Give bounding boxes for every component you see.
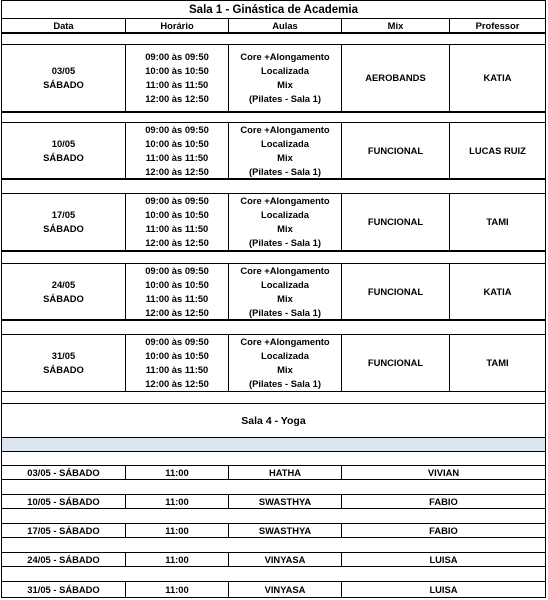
date-text: 03/05 (51, 65, 76, 76)
header-horario: Horário (125, 19, 228, 32)
sala1-spacer-row (1, 33, 546, 44)
yoga-style-cell: SWASTHYA (228, 524, 341, 537)
sala4-table-row (1, 494, 546, 508)
class-name: (Pilates - Sala 1) (249, 165, 321, 177)
mix-cell: AEROBANDS (341, 45, 449, 111)
class-name: Mix (277, 223, 293, 234)
sala4-table-row (1, 523, 546, 537)
time-slot: 09:00 às 09:50 (145, 51, 209, 62)
class-name: Localizada (261, 137, 309, 149)
yoga-style-cell: HATHA (228, 466, 341, 479)
day-text: SÁBADO (43, 151, 84, 163)
sala4-title-row (1, 403, 546, 437)
date-cell (2, 45, 125, 111)
time-slot: 10:00 às 10:50 (145, 350, 209, 361)
class-name: Core +Alongamento (240, 336, 330, 347)
class-name: Localizada (261, 278, 309, 290)
time-slot: 11:00 às 11:50 (145, 151, 209, 163)
yoga-date-cell: 24/05 - SÁBADO (27, 553, 100, 565)
aulas-cell (228, 335, 341, 391)
yoga-time-cell: 11:00 (125, 495, 228, 508)
mix-cell: FUNCIONAL (341, 264, 449, 319)
time-slot: 12:00 às 12:50 (145, 93, 209, 104)
mix-cell: FUNCIONAL (341, 335, 449, 391)
sala4-spacer-row (1, 508, 546, 523)
aulas-cell (228, 264, 341, 319)
time-slot: 12:00 às 12:50 (145, 306, 209, 318)
time-slot: 10:00 às 10:50 (145, 209, 209, 220)
yoga-date-cell: 10/05 - SÁBADO (27, 495, 100, 507)
horario-cell (125, 335, 228, 391)
time-slot: 09:00 às 09:50 (145, 123, 209, 135)
sala1-header-row (1, 18, 546, 33)
time-slot: 11:00 às 11:50 (145, 223, 209, 234)
class-name: (Pilates - Sala 1) (249, 237, 321, 248)
time-slot: 09:00 às 09:50 (145, 336, 209, 347)
class-name: Mix (277, 364, 293, 375)
sala1-spacer-row (1, 251, 546, 263)
date-cell (2, 335, 125, 391)
sala4-spacer-row (1, 537, 546, 552)
mix-cell: FUNCIONAL (341, 123, 449, 178)
sala4-spacer-row (1, 451, 546, 465)
yoga-style-cell: VINYASA (228, 582, 341, 597)
class-name: Core +Alongamento (240, 123, 330, 135)
date-text: 10/05 (51, 137, 76, 149)
sala4-table-row (1, 552, 546, 566)
sala4-table-row (1, 465, 546, 479)
class-name: (Pilates - Sala 1) (249, 306, 321, 318)
class-name: (Pilates - Sala 1) (249, 93, 321, 104)
class-name: Localizada (261, 350, 309, 361)
professor-cell: KATIA (449, 264, 545, 319)
class-name: Localizada (261, 209, 309, 220)
date-cell (2, 194, 125, 250)
day-text: SÁBADO (43, 292, 84, 304)
horario-cell (125, 264, 228, 319)
time-slot: 10:00 às 10:50 (145, 65, 209, 76)
header-professor: Professor (449, 19, 545, 32)
sala1-table-row (1, 334, 546, 392)
header-mix: Mix (341, 19, 449, 32)
sala1-spacer-row (1, 179, 546, 193)
class-name: (Pilates - Sala 1) (249, 378, 321, 389)
sala1-spacer-row (1, 320, 546, 334)
aulas-cell (228, 45, 341, 111)
sala4-spacer-row (1, 479, 546, 494)
class-name: Mix (277, 79, 293, 90)
date-text: 24/05 (51, 278, 76, 290)
yoga-date-cell: 17/05 - SÁBADO (27, 524, 100, 536)
yoga-teacher-cell: VIVIAN (341, 466, 545, 479)
date-text: 17/05 (51, 209, 76, 220)
sala4-title: Sala 4 - Yoga (241, 414, 306, 427)
table-bottom-border (1, 597, 546, 598)
sala4-spacer-row (1, 566, 546, 581)
class-name: Localizada (261, 65, 309, 76)
date-cell (2, 264, 125, 319)
yoga-time-cell: 11:00 (125, 466, 228, 479)
professor-cell: KATIA (449, 45, 545, 111)
time-slot: 11:00 às 11:50 (145, 364, 209, 375)
time-slot: 12:00 às 12:50 (145, 237, 209, 248)
sala1-spacer-row (1, 392, 546, 403)
yoga-teacher-cell: LUISA (341, 553, 545, 566)
time-slot: 10:00 às 10:50 (145, 137, 209, 149)
mix-cell: FUNCIONAL (341, 194, 449, 250)
horario-cell (125, 123, 228, 178)
header-aulas: Aulas (228, 19, 341, 32)
yoga-style-cell: VINYASA (228, 553, 341, 566)
yoga-teacher-cell: FABIO (341, 524, 545, 537)
sala1-table-row (1, 44, 546, 112)
class-name: Core +Alongamento (240, 264, 330, 276)
sala1-table-row (1, 263, 546, 320)
time-slot: 10:00 às 10:50 (145, 278, 209, 290)
day-text: SÁBADO (43, 364, 84, 375)
yoga-teacher-cell: LUISA (341, 582, 545, 597)
date-cell (2, 123, 125, 178)
day-text: SÁBADO (43, 79, 84, 90)
time-slot: 09:00 às 09:50 (145, 195, 209, 206)
class-name: Core +Alongamento (240, 51, 330, 62)
class-name: Core +Alongamento (240, 195, 330, 206)
sala1-title: Sala 1 - Ginástica de Academia (189, 3, 358, 16)
aulas-cell (228, 194, 341, 250)
time-slot: 09:00 às 09:50 (145, 264, 209, 276)
yoga-time-cell: 11:00 (125, 582, 228, 597)
time-slot: 11:00 às 11:50 (145, 79, 209, 90)
header-data: Data (53, 19, 74, 31)
time-slot: 12:00 às 12:50 (145, 165, 209, 177)
sala1-spacer-row (1, 112, 546, 122)
sala1-title-row (1, 0, 546, 18)
date-text: 31/05 (51, 350, 76, 361)
professor-cell: LUCAS RUIZ (449, 123, 545, 178)
schedule-page (1, 0, 546, 600)
yoga-teacher-cell: FABIO (341, 495, 545, 508)
horario-cell (125, 194, 228, 250)
yoga-style-cell: SWASTHYA (228, 495, 341, 508)
yoga-time-cell: 11:00 (125, 553, 228, 566)
time-slot: 12:00 às 12:50 (145, 378, 209, 389)
yoga-date-cell: 31/05 - SÁBADO (27, 583, 100, 595)
class-name: Mix (277, 151, 293, 163)
professor-cell: TAMI (449, 335, 545, 391)
sala1-table-row (1, 193, 546, 251)
sala4-shaded-band (1, 437, 546, 451)
time-slot: 11:00 às 11:50 (145, 292, 209, 304)
yoga-time-cell: 11:00 (125, 524, 228, 537)
aulas-cell (228, 123, 341, 178)
yoga-date-cell: 03/05 - SÁBADO (27, 466, 100, 478)
professor-cell: TAMI (449, 194, 545, 250)
class-name: Mix (277, 292, 293, 304)
sala1-table-row (1, 122, 546, 179)
horario-cell (125, 45, 228, 111)
sala4-table-row (1, 581, 546, 597)
day-text: SÁBADO (43, 223, 84, 234)
